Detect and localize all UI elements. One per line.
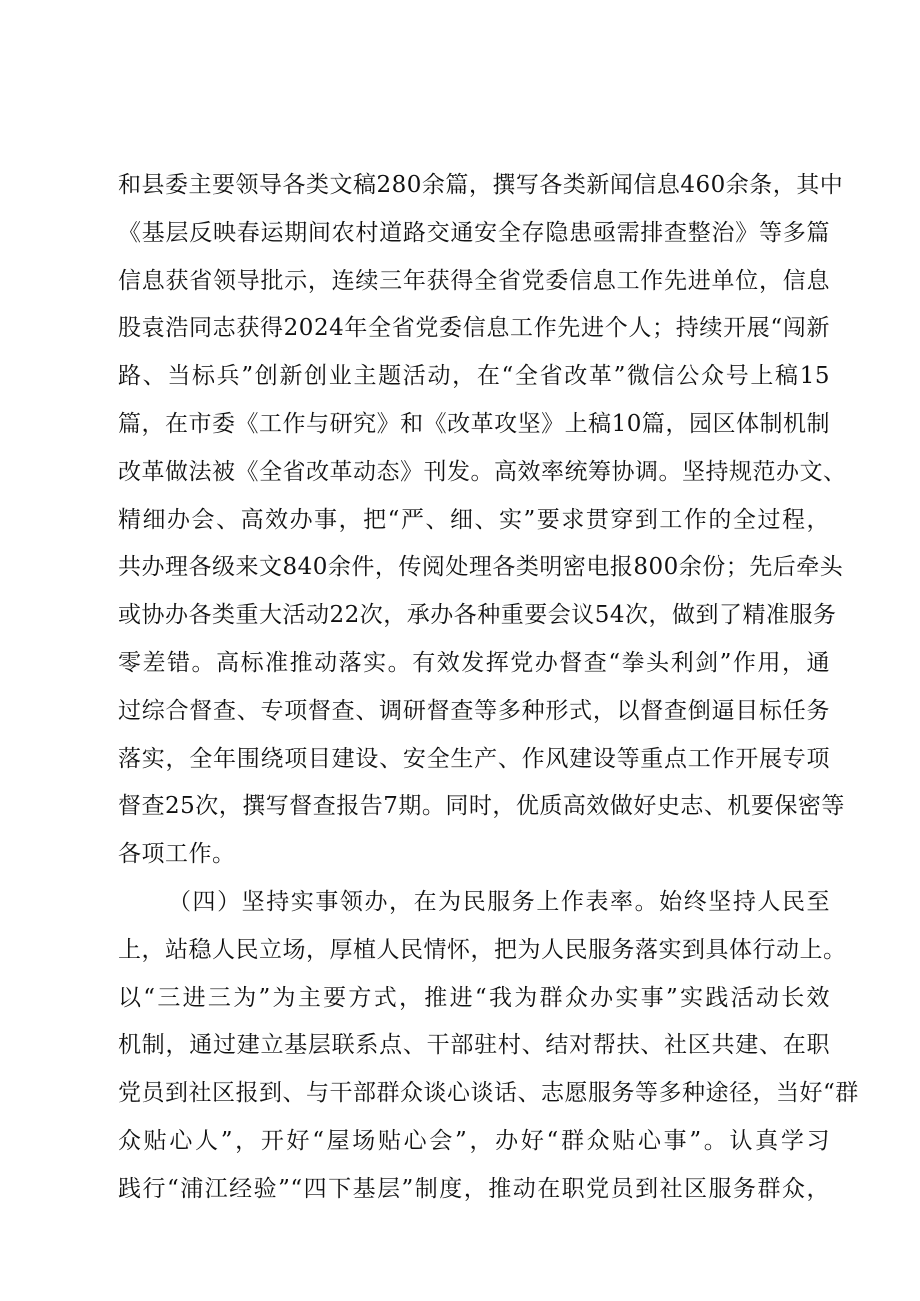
text-line: 篇，在市委《工作与研究》和《改革攻坚》上稿10篇，园区体制机制 <box>118 410 830 437</box>
text-line: 上，站稳人民立场，厚植人民情怀，把为人民服务落实到具体行动上。 <box>118 936 847 963</box>
text-line: 机制，通过建立基层联系点、干部驻村、结对帮扶、社区共建、在职 <box>118 1032 830 1059</box>
text-line: 党员到社区报到、与干部群众谈心谈话、志愿服务等多种途径，当好“群 <box>118 1080 859 1107</box>
text-line: 《基层反映春运期间农村道路交通安全存隐患亟需排查整治》等多篇 <box>118 219 830 246</box>
text-line: 改革做法被《全省改革动态》刊发。高效率统筹协调。坚持规范办文、 <box>118 458 847 485</box>
text-line: 精细办会、高效办事，把“严、细、实”要求贯穿到工作的全过程， <box>118 506 830 533</box>
text-line: 落实，全年围绕项目建设、安全生产、作风建设等重点工作开展专项 <box>118 745 830 772</box>
section-heading-line: （四）坚持实事领办，在为民服务上作表率。始终坚持人民至 <box>168 888 830 915</box>
text-line: 共办理各级来文840余件，传阅处理各类明密电报800余份；先后牵头 <box>118 554 844 581</box>
text-line: 股袁浩同志获得2024年全省党委信息工作先进个人；持续开展“闯新 <box>118 315 830 342</box>
text-line: 众贴心人”，开好“屋场贴心会”，办好“群众贴心事”。认真学习 <box>118 1127 830 1154</box>
text-line: 路、当标兵”创新创业主题活动，在“全省改革”微信公众号上稿15 <box>118 363 830 390</box>
paragraph-end-line: 各项工作。 <box>118 841 236 868</box>
text-line: 过综合督查、专项督查、调研督查等多种形式，以督查倒逼目标任务 <box>118 697 830 724</box>
text-line: 以“三进三为”为主要方式，推进“我为群众办实事”实践活动长效 <box>118 984 830 1011</box>
text-line: 督查25次，撰写督查报告7期。同时，优质高效做好史志、机要保密等 <box>118 793 845 820</box>
text-line: 或协办各类重大活动22次，承办各种重要会议54次，做到了精准服务 <box>118 602 837 629</box>
text-line: 信息获省领导批示，连续三年获得全省党委信息工作先进单位，信息 <box>118 267 830 294</box>
text-line: 践行“浦江经验”“四下基层”制度，推动在职党员到社区服务群众， <box>118 1175 830 1202</box>
text-line: 零差错。高标准推动落实。有效发挥党办督查“拳头利剑”作用，通 <box>118 649 830 676</box>
document-body <box>118 162 859 1214</box>
text-line: 和县委主要领导各类文稿280余篇，撰写各类新闻信息460余条，其中 <box>118 172 844 198</box>
